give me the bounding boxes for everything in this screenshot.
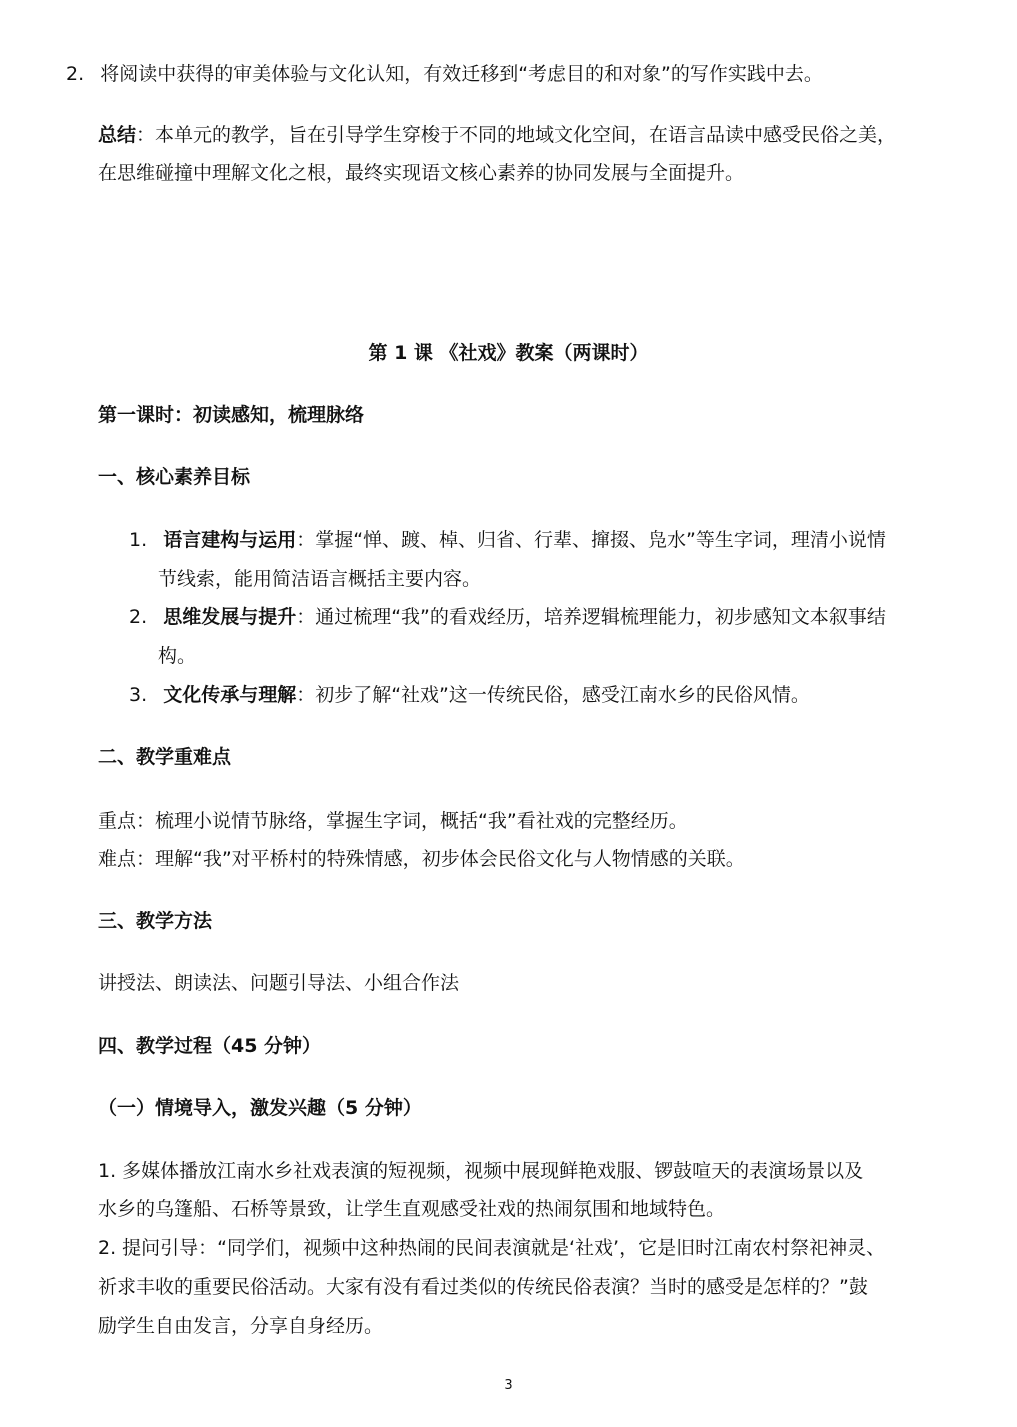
section-heading: 一、核心素养目标 bbox=[98, 466, 251, 488]
period-title: 第一课时：初读感知，梳理脉络 bbox=[98, 404, 365, 426]
goal-item bbox=[129, 604, 886, 630]
section-heading: 三、教学方法 bbox=[98, 910, 213, 932]
paragraph-line: 水乡的乌篷船、石桥等景致，让学生直观感受社戏的热闹氛围和地域特色。 bbox=[98, 1198, 726, 1220]
paragraph-line: 2. 提问引导：“同学们，视频中这种热闹的民间表演就是‘社戏’，它是旧时江南农村祭祀神灵、 bbox=[98, 1237, 886, 1259]
goal-text: ：掌握“惮、踱、棹、归省、行辈、撺掇、凫水”等生字词，理清小说情 bbox=[296, 529, 886, 551]
list-number: 2. bbox=[66, 63, 85, 85]
goal-number: 3. bbox=[129, 684, 148, 706]
summary-text: ：本单元的教学，旨在引导学生穿梭于不同的地域文化空间，在语言品读中感受民俗之美， bbox=[136, 124, 897, 146]
summary-paragraph bbox=[98, 122, 896, 148]
goal-text: ：通过梳理“我”的看戏经历，培养逻辑梳理能力，初步感知文本叙事结 bbox=[296, 606, 886, 628]
goal-label: 语言建构与运用 bbox=[163, 529, 297, 551]
list-text: 将阅读中获得的审美体验与文化认知，有效迁移到“考虑目的和对象”的写作实践中去。 bbox=[100, 63, 823, 85]
methods-text: 讲授法、朗读法、问题引导法、小组合作法 bbox=[98, 972, 460, 994]
difficulty-point: 难点：理解“我”对平桥村的特殊情感，初步体会民俗文化与人物情感的关联。 bbox=[98, 848, 745, 870]
list-item bbox=[66, 61, 823, 87]
goal-continuation: 构。 bbox=[158, 645, 197, 667]
summary-label: 总结 bbox=[98, 124, 137, 146]
goal-label: 文化传承与理解 bbox=[163, 684, 297, 706]
summary-continuation: 在思维碰撞中理解文化之根，最终实现语文核心素养的协同发展与全面提升。 bbox=[98, 162, 745, 184]
goal-number: 1. bbox=[129, 529, 148, 551]
goal-label: 思维发展与提升 bbox=[163, 606, 297, 628]
goal-continuation: 节线索，能用简洁语言概括主要内容。 bbox=[158, 568, 482, 590]
goal-item bbox=[129, 527, 886, 553]
page-number: 3 bbox=[504, 1378, 513, 1393]
goal-number: 2. bbox=[129, 606, 148, 628]
step-heading: （一）情境导入，激发兴趣（5 分钟） bbox=[98, 1097, 422, 1119]
key-point: 重点：梳理小说情节脉络，掌握生字词，概括“我”看社戏的完整经历。 bbox=[98, 810, 688, 832]
paragraph-line: 励学生自由发言，分享自身经历。 bbox=[98, 1315, 384, 1337]
goal-item bbox=[129, 682, 810, 708]
paragraph-line: 祈求丰收的重要民俗活动。大家有没有看过类似的传统民俗表演？当时的感受是怎样的？”鼓 bbox=[98, 1276, 868, 1298]
section-heading: 四、教学过程（45 分钟） bbox=[98, 1035, 322, 1057]
paragraph-line: 1. 多媒体播放江南水乡社戏表演的短视频，视频中展现鲜艳戏服、锣鼓喧天的表演场景以及 bbox=[98, 1160, 864, 1182]
lesson-title: 第 1 课 《社戏》教案（两课时） bbox=[368, 342, 649, 364]
section-heading: 二、教学重难点 bbox=[98, 746, 232, 768]
goal-text: ：初步了解“社戏”这一传统民俗，感受江南水乡的民俗风情。 bbox=[296, 684, 810, 706]
